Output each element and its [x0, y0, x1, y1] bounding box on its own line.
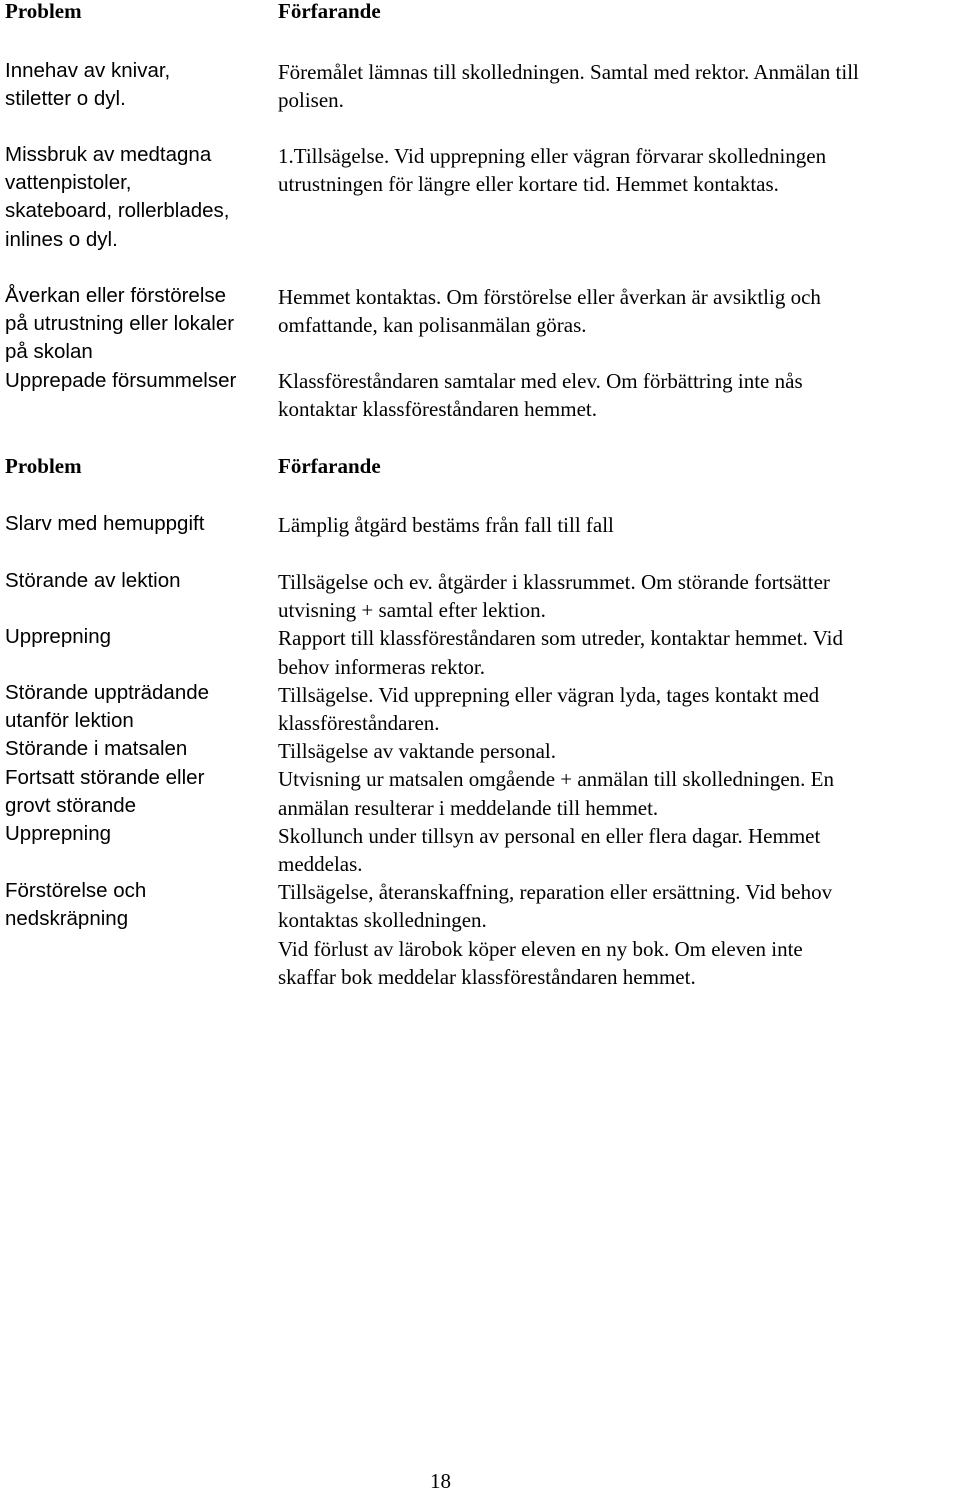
problem-line: på skolan	[5, 340, 93, 364]
procedure-line: Tillsägelse och ev. åtgärder i klassrummet. Om störande fortsätter	[278, 570, 830, 594]
procedure-line: utrustningen för längre eller kortare tid. Hemmet kontaktas.	[278, 172, 779, 197]
procedure-line: Klassföreståndaren samtalar med elev. Om förbättring inte nås	[278, 369, 803, 393]
procedure-line: 1.Tillsägelse. Vid upprepning eller vägran förvarar skolledningen	[278, 144, 827, 168]
problem-item	[5, 623, 270, 651]
problem-line: vattenpistoler,	[5, 171, 132, 195]
problem-line: Upprepade försummelser	[5, 369, 237, 392]
problem-line: Upprepning	[5, 822, 111, 846]
procedure-line: Tillsägelse. Vid upprepning eller vägran lyda, tages kontakt med	[278, 682, 820, 707]
page-number: 18	[430, 1469, 451, 1493]
problem-list-2	[5, 0, 270, 960]
problem-line: Störande uppträdande	[5, 681, 210, 704]
procedure-item	[278, 568, 958, 991]
problem-line: Åverkan eller förstörelse	[5, 284, 227, 307]
problem-line: Slarv med hemuppgift	[5, 512, 205, 535]
problem-item	[5, 510, 270, 538]
forfarande-header-1: Förfarande	[278, 0, 381, 23]
procedure-line: Hemmet kontaktas. Om förstörelse eller åverkan är avsiktlig och	[278, 285, 821, 309]
problem-line: stiletter o dyl.	[5, 87, 126, 111]
procedure-line: kontaktas skolledningen.	[278, 908, 487, 933]
procedure-line: Rapport till klassföreståndaren som utreder, kontaktar hemmet. Vid	[278, 626, 843, 651]
forfarande-header-2: Förfarande	[278, 454, 381, 478]
problem-item	[5, 679, 270, 848]
problem-line: Förstörelse och	[5, 879, 147, 902]
problem-line: Upprepning	[5, 625, 111, 648]
problem-line: inlines o dyl.	[5, 227, 118, 251]
problem-header-2: Problem	[5, 454, 82, 478]
problem-item	[5, 567, 270, 595]
procedure-item	[278, 511, 958, 539]
problem-line: grovt störande	[5, 793, 137, 817]
problem-line: Missbruk av medtagna	[5, 143, 212, 166]
procedure-line: Föremålet lämnas till skolledningen. Samtal med rektor. Anmälan till	[278, 60, 859, 84]
procedure-line: anmälan resulterar i meddelande till hemmet.	[278, 795, 659, 820]
procedure-line: Tillsägelse, återanskaffning, reparation eller ersättning. Vid behov	[278, 880, 833, 905]
problem-line: Innehav av knivar,	[5, 59, 171, 82]
problem-line: skateboard, rollerblades,	[5, 199, 230, 223]
problem-line: på utrustning eller lokaler	[5, 312, 235, 336]
procedure-line: kontaktar klassföreståndaren hemmet.	[278, 397, 597, 422]
problem-line: Störande i matsalen	[5, 737, 188, 761]
procedure-line: polisen.	[278, 88, 344, 113]
procedure-line: meddelas.	[278, 852, 363, 877]
problem-line: nedskräpning	[5, 907, 129, 931]
problem-line: utanför lektion	[5, 709, 134, 733]
procedure-line: omfattande, kan polisanmälan göras.	[278, 313, 587, 338]
problem-line: Störande av lektion	[5, 569, 181, 592]
procedure-line: skaffar bok meddelar klassföreståndaren hemmet.	[278, 964, 696, 989]
forfarande-list-2	[278, 0, 958, 1000]
procedure-line: Lämplig åtgärd bestäms från fall till fall	[278, 513, 614, 537]
procedure-line: Vid förlust av lärobok köper eleven en ny bok. Om eleven inte	[278, 936, 803, 961]
procedure-line: Skollunch under tillsyn av personal en eller flera dagar. Hemmet	[278, 823, 821, 848]
procedure-line: behov informeras rektor.	[278, 654, 486, 679]
procedure-line: klassföreståndaren.	[278, 711, 440, 736]
procedure-line: Utvisning ur matsalen omgående + anmälan till skolledningen. En	[278, 767, 834, 792]
procedure-line: Tillsägelse av vaktande personal.	[278, 739, 556, 764]
problem-header-1: Problem	[5, 0, 82, 23]
problem-item	[5, 877, 270, 933]
procedure-line: utvisning + samtal efter lektion.	[278, 598, 546, 623]
problem-line: Fortsatt störande eller	[5, 765, 205, 789]
